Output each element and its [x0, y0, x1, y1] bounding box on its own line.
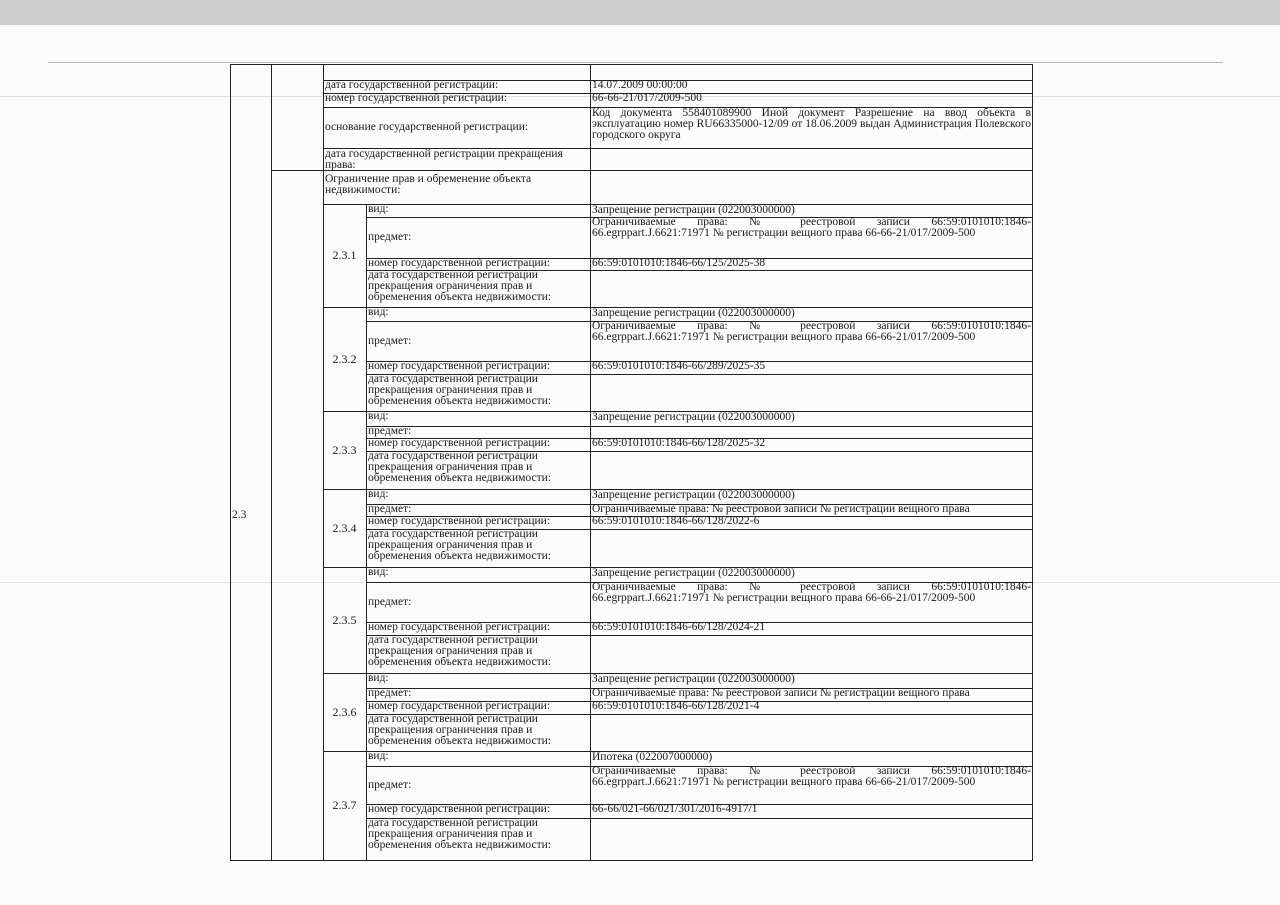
entry-number: [325, 204, 364, 307]
entry-kind-value: [592, 490, 1031, 504]
entry-reg-value: [592, 361, 1031, 374]
entry-subject-label-text: предмет:: [368, 334, 412, 347]
basis-value-text: Код документа 558401089900 Иной документ Разрешение на ввод объекта в эксплуатацию номер RU66335000-12/09 от 18.06.2009 выдан Администрация Полевского городского округа: [592, 108, 1031, 141]
entry-subject-label-text: предмет:: [368, 688, 412, 699]
reg-date-value-text: 14.07.2009 00:00:00: [592, 80, 688, 91]
section-title-text: Ограничение прав и обременение объекта недвижимости:: [325, 173, 532, 196]
entry-reg-label: [368, 622, 588, 635]
entry-reg-label-text: номер государственной регистрации:: [368, 804, 551, 815]
entry-end-label: [368, 374, 588, 411]
entry-kind-value-text: Ипотека (022007000000): [592, 752, 713, 763]
entry-kind-value: [592, 568, 1031, 582]
entry-end-label-text: дата государственной регистрации прекращения ограничения прав и обременения объекта недвижимости:: [368, 270, 551, 303]
entry-subject-label-text: предмет:: [368, 504, 412, 515]
entry-number: [325, 411, 364, 489]
entry-kind-value-text: Запрещение регистрации (022003000000): [592, 308, 795, 319]
entry-end-value: [592, 374, 1031, 411]
basis-label: [325, 107, 588, 148]
entry-number-text: 2.3.4: [332, 520, 357, 535]
end-date-value: [592, 148, 1031, 170]
entry-end-value: [592, 635, 1031, 673]
entry-kind-label: [368, 751, 588, 766]
entry-kind-label: [368, 489, 588, 504]
entry-kind-value: [592, 412, 1031, 426]
entry-subject-label: [368, 426, 588, 438]
entry-reg-label: [368, 516, 588, 529]
entry-kind-label: [368, 567, 588, 582]
entry-subject-value-text: Ограничиваемые права: № реестровой записи 66:59:0101010:1846-66.egrppart.J.6621:71971 № регистрации вещного права 66-66-21/017/2009-500: [592, 321, 1031, 343]
entry-kind-value-text: Запрещение регистрации (022003000000): [592, 490, 795, 501]
entry-subject-label: [368, 504, 588, 516]
entry-subject-label-text: предмет:: [368, 595, 412, 608]
entry-subject-label: [368, 766, 588, 804]
entry-subject-label: [368, 582, 588, 622]
entry-subject-value: [592, 321, 1031, 361]
entry-subject-value-text: Ограничиваемые права: № реестровой записи № регистрации вещного права: [592, 504, 970, 515]
entry-reg-label: [368, 361, 588, 374]
entry-kind-label: [368, 307, 588, 321]
entry-subject-value-text: Ограничиваемые права: № реестровой записи № регистрации вещного права: [592, 688, 970, 699]
entry-reg-label: [368, 701, 588, 714]
entry-kind-label-text: вид:: [368, 673, 389, 684]
entry-end-label-text: дата государственной регистрации прекращения ограничения прав и обременения объекта недвижимости:: [368, 714, 551, 747]
entry-end-value: [592, 451, 1031, 489]
section-number-text: 2.3: [232, 508, 247, 521]
entry-reg-value-text: 66:59:0101010:1846-66/128/2024-21: [592, 622, 766, 633]
reg-num-label: [325, 93, 588, 107]
entry-end-label: [368, 451, 588, 489]
entry-subject-label: [368, 321, 588, 361]
entry-kind-label-text: вид:: [368, 204, 389, 215]
entry-reg-label-text: номер государственной регистрации:: [368, 701, 551, 712]
entry-kind-value: [592, 674, 1031, 688]
entry-kind-label: [368, 204, 588, 217]
entry-end-label-text: дата государственной регистрации прекращения ограничения прав и обременения объекта недвижимости:: [368, 818, 551, 851]
end-date-label-text: дата государственной регистрации прекращения права:: [325, 148, 563, 170]
entry-end-label-text: дата государственной регистрации прекращения ограничения прав и обременения объекта недвижимости:: [368, 451, 551, 484]
entry-reg-value-text: 66:59:0101010:1846-66/128/2025-32: [592, 438, 766, 449]
entry-kind-label: [368, 411, 588, 426]
entry-reg-value: [592, 804, 1031, 818]
table-rule: [323, 860, 1033, 861]
reg-num-value: [592, 93, 1031, 107]
entry-kind-value: [592, 205, 1031, 217]
entry-kind-label-text: вид:: [368, 489, 389, 500]
table-rule: [323, 64, 324, 204]
entry-end-value: [592, 714, 1031, 751]
entry-kind-value-text: Запрещение регистрации (022003000000): [592, 412, 795, 423]
entry-number-text: 2.3.3: [332, 442, 357, 457]
entry-end-label-text: дата государственной регистрации прекращения ограничения прав и обременения объекта недвижимости:: [368, 374, 551, 407]
entry-reg-label: [368, 258, 588, 270]
table-rule: [590, 204, 591, 860]
entry-reg-label-text: номер государственной регистрации:: [368, 622, 551, 633]
entry-kind-value-text: Запрещение регистрации (022003000000): [592, 568, 795, 579]
entry-reg-value: [592, 516, 1031, 529]
entry-number-text: 2.3.2: [332, 351, 357, 366]
entry-subject-label: [368, 688, 588, 701]
entry-end-value: [592, 818, 1031, 860]
entry-kind-label: [368, 673, 588, 688]
entry-reg-value-text: 66-66/021-66/021/301/2016-4917/1: [592, 804, 758, 815]
reg-date-value: [592, 80, 1031, 93]
entry-kind-value-text: Запрещение регистрации (022003000000): [592, 674, 795, 685]
entry-kind-value-text: Запрещение регистрации (022003000000): [592, 205, 795, 216]
entry-kind-value: [592, 308, 1031, 321]
entry-subject-value: [592, 504, 1031, 516]
entry-end-label-text: дата государственной регистрации прекращения ограничения прав и обременения объекта недвижимости:: [368, 529, 551, 562]
reg-num-label-text: номер государственной регистрации:: [325, 93, 508, 104]
entry-subject-value-text: Ограничиваемые права: № реестровой записи 66:59:0101010:1846-66.egrppart.J.6621:71971 № регистрации вещного права 66-66-21/017/2009-500: [592, 217, 1031, 239]
entry-subject-value: [592, 688, 1031, 701]
reg-date-label-text: дата государственной регистрации:: [325, 80, 499, 91]
section-title: [325, 171, 588, 204]
entry-subject-value: [592, 217, 1031, 258]
entry-reg-label: [368, 804, 588, 818]
entry-number: [325, 751, 364, 860]
entry-kind-label-text: вид:: [368, 411, 389, 422]
entry-subject-label-text: предмет:: [368, 426, 412, 437]
entry-subject-value: [592, 582, 1031, 622]
reg-date-label: [325, 80, 588, 93]
entry-end-label: [368, 270, 588, 307]
entry-reg-value-text: 66:59:0101010:1846-66/128/2021-4: [592, 701, 760, 712]
entry-reg-label-text: номер государственной регистрации:: [368, 516, 551, 527]
basis-value: [592, 108, 1031, 148]
entry-number: [325, 567, 364, 673]
entry-reg-label-text: номер государственной регистрации:: [368, 438, 551, 449]
entry-reg-value: [592, 438, 1031, 451]
entry-end-label: [368, 818, 588, 860]
entry-subject-label-text: предмет:: [368, 778, 412, 791]
entry-kind-label-text: вид:: [368, 307, 389, 318]
entry-subject-value: [592, 766, 1031, 804]
entry-subject-label-text: предмет:: [368, 231, 412, 243]
entry-end-value: [592, 529, 1031, 567]
table-rule: [366, 204, 367, 860]
section-number: [232, 170, 269, 860]
entry-reg-label-text: номер государственной регистрации:: [368, 258, 551, 269]
entry-subject-value: [592, 426, 1031, 438]
table-rule: [271, 64, 272, 860]
entry-end-label: [368, 714, 588, 751]
entry-number: [325, 489, 364, 567]
scanner-top-band: [0, 0, 1280, 25]
entry-number: [325, 307, 364, 411]
entry-end-label: [368, 529, 588, 567]
reg-num-value-text: 66-66-21/017/2009-500: [592, 93, 702, 104]
entry-reg-value-text: 66:59:0101010:1846-66/289/2025-35: [592, 361, 766, 372]
entry-reg-label: [368, 438, 588, 451]
entry-subject-value-text: Ограничиваемые права: № реестровой записи 66:59:0101010:1846-66.egrppart.J.6621:71971 № регистрации вещного права 66-66-21/017/2009-500: [592, 766, 1031, 788]
entry-kind-label-text: вид:: [368, 567, 389, 578]
entry-number-text: 2.3.7: [332, 798, 357, 812]
entry-reg-value-text: 66:59:0101010:1846-66/125/2025-38: [592, 258, 766, 269]
entry-kind-value: [592, 752, 1031, 766]
entry-reg-value-text: 66:59:0101010:1846-66/128/2022-6: [592, 516, 760, 527]
entry-number-text: 2.3.5: [332, 612, 357, 627]
entry-subject-value-text: Ограничиваемые права: № реестровой записи 66:59:0101010:1846-66.egrppart.J.6621:71971 № регистрации вещного права 66-66-21/017/2009-500: [592, 582, 1031, 604]
entry-end-label: [368, 635, 588, 673]
table-rule: [590, 64, 591, 204]
basis-label-text: основание государственной регистрации:: [325, 121, 529, 133]
entry-number-text: 2.3.1: [332, 248, 357, 262]
table-rule: [323, 204, 324, 860]
page-top-rule: [48, 62, 1223, 63]
entry-subject-label: [368, 217, 588, 258]
end-date-label: [325, 148, 588, 170]
entry-kind-label-text: вид:: [368, 751, 389, 762]
entry-reg-label-text: номер государственной регистрации:: [368, 361, 551, 372]
entry-reg-value: [592, 258, 1031, 270]
entry-reg-value: [592, 622, 1031, 635]
entry-end-label-text: дата государственной регистрации прекращения ограничения прав и обременения объекта недвижимости:: [368, 635, 551, 668]
entry-end-value: [592, 270, 1031, 307]
entry-reg-value: [592, 701, 1031, 714]
entry-number-text: 2.3.6: [332, 704, 357, 719]
entry-number: [325, 673, 364, 751]
